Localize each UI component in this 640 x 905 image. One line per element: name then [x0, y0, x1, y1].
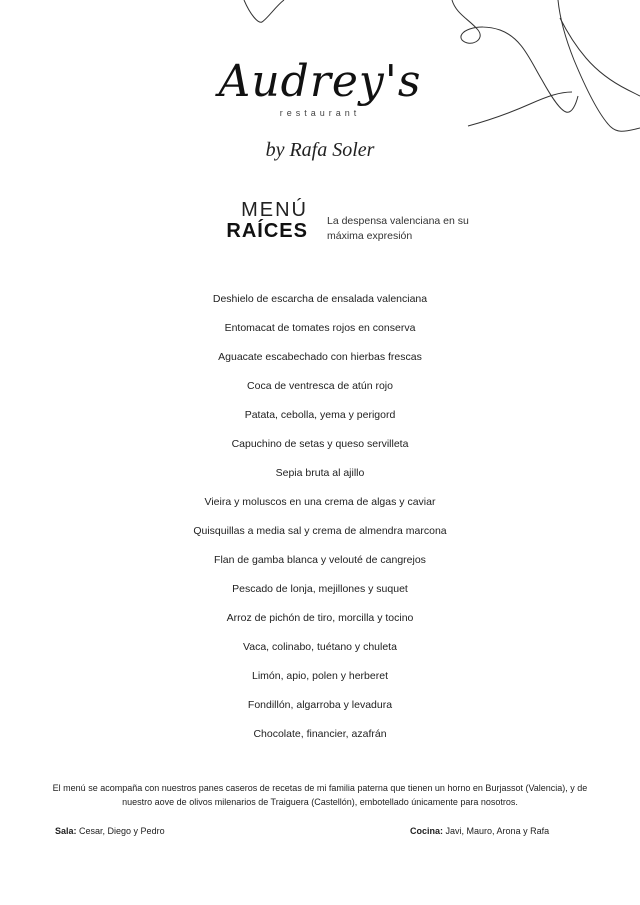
dish-item: Sepia bruta al ajillo [275, 467, 365, 479]
dish-item: Coca de ventresca de atún rojo [247, 380, 393, 392]
dish-list [0, 292, 640, 756]
dish-item: Limón, apio, polen y herberet [251, 670, 388, 682]
dish-item: Vieira y moluscos en una crema de algas y caviar [204, 496, 436, 508]
dish-item: Deshielo de escarcha de ensalada valenciana [212, 293, 428, 305]
sala-label: Sala: [55, 826, 77, 836]
dish-item: Flan de gamba blanca y velouté de cangrejos [214, 554, 426, 566]
dish-item: Aguacate escabechado con hierbas frescas [218, 351, 422, 363]
menu-title-line1: MENÚ [241, 199, 308, 221]
cocina-names: Javi, Mauro, Arona y Rafa [445, 826, 550, 836]
menu-title [222, 200, 308, 242]
cocina-label: Cocina: [410, 826, 444, 836]
menu-tagline: La despensa valenciana en su máxima expresión [327, 215, 469, 242]
dish-item: Vaca, colinabo, tuétano y chuleta [243, 641, 397, 653]
dish-item: Fondillón, algarroba y levadura [247, 699, 393, 711]
sala-names: Cesar, Diego y Pedro [79, 826, 165, 836]
chef-byline: by Rafa Soler [265, 139, 375, 161]
restaurant-logo: Audrey's [218, 56, 422, 107]
dish-item: Pescado de lonja, mejillones y suquet [232, 583, 408, 595]
dish-item: Arroz de pichón de tiro, morcilla y tocino [226, 612, 414, 624]
dish-item: Quisquillas a media sal y crema de almendra marcona [193, 525, 447, 537]
bread-oil-note: El menú se acompaña con nuestros panes caseros de recetas de mi familia paterna que tienen un horno en Burjassot (Valencia), y de nuestro aove de olivos milenarios de Traiguera (Castellón), embotellado únicamente para nosotros. [52, 783, 588, 807]
menu-title-line2: RAÍCES [226, 220, 308, 242]
dining-room-staff [55, 826, 165, 836]
dish-item: Chocolate, financier, azafrán [253, 728, 387, 740]
dish-item: Entomacat de tomates rojos en conserva [224, 322, 416, 334]
dish-item: Patata, cebolla, yema y perigord [244, 409, 396, 421]
restaurant-logo-subtitle: restaurant [279, 108, 361, 118]
dish-item: Capuchino de setas y queso servilleta [231, 438, 409, 450]
kitchen-staff [410, 826, 549, 836]
